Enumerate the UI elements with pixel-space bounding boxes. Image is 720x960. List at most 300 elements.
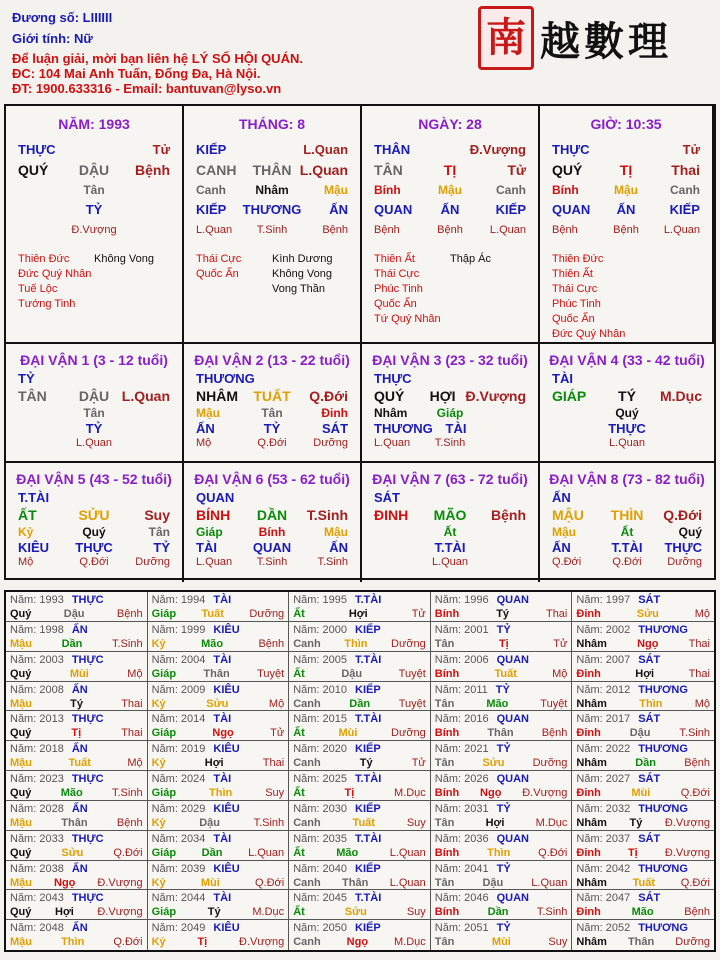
year-cell xyxy=(148,890,290,920)
year-header xyxy=(152,712,285,726)
year-phase: Mộ xyxy=(694,697,710,710)
year-cell xyxy=(6,592,148,622)
year-stem: Giáp xyxy=(151,608,177,620)
year-branch: Dần xyxy=(201,846,223,859)
year-label: Năm: 2019 xyxy=(151,743,206,756)
star-item: Kình Dương xyxy=(272,253,333,265)
dai-van-title: ĐẠI VẬN 8 (73 - 82 tuổi) xyxy=(549,471,705,487)
year-branch: Mùi xyxy=(69,667,89,680)
year-cell xyxy=(572,711,714,741)
hidden-stem-row-cell: Quý xyxy=(678,525,702,539)
ten-god-row-cell: SÁT xyxy=(374,490,400,505)
ten-god-row-cell xyxy=(602,490,652,505)
stem-branch-row-cell: DẬU xyxy=(78,388,110,404)
stem-branch-row-cell: TÂN xyxy=(374,162,403,178)
hidden-god-row-cell xyxy=(119,200,170,220)
year-detail xyxy=(435,876,568,890)
year-detail xyxy=(10,876,143,890)
year-branch: Thân xyxy=(487,727,514,740)
hidden-stem-row-cell: Bính xyxy=(258,525,286,539)
phase-row-cell xyxy=(18,436,69,451)
year-cell xyxy=(572,652,714,682)
year-stem: Quý xyxy=(10,727,32,740)
special-stars xyxy=(6,252,182,312)
year-detail xyxy=(435,607,568,621)
year-branch: Tuất xyxy=(352,816,375,829)
star-item: Quốc Ấn xyxy=(552,313,595,325)
hidden-god-row-cell xyxy=(475,540,526,555)
year-branch: Mùi xyxy=(338,727,358,740)
hidden-stem-row xyxy=(6,525,182,540)
year-stem: Kỷ xyxy=(151,757,166,770)
year-branch: Thân xyxy=(61,816,88,829)
year-detail xyxy=(152,697,285,711)
year-phase: Tử xyxy=(411,757,426,770)
year-stem: Canh xyxy=(293,816,321,829)
year-phase: Thai xyxy=(545,608,568,620)
ten-god-row-cell xyxy=(69,371,120,386)
hidden-stem-row-cell: Mậu xyxy=(552,525,576,539)
ten-god-row-cell xyxy=(247,490,298,505)
ten-god-row-cell: Đ.Vượng xyxy=(469,142,526,157)
ten-god-row-cell xyxy=(602,371,652,386)
ten-god-row xyxy=(362,371,538,386)
stem-branch-row-cell: ẤT xyxy=(18,507,37,523)
logo-text: 越數理 xyxy=(540,17,672,65)
hidden-stem-row xyxy=(362,525,538,540)
year-phase: Thai xyxy=(262,757,285,770)
year-header xyxy=(293,921,426,935)
year-phase: T.Sinh xyxy=(679,727,710,740)
year-label: Năm: 1996 xyxy=(434,594,489,606)
year-ten-god: KIÊU xyxy=(213,862,240,875)
phase-row-cell: T.Sinh xyxy=(434,437,466,449)
year-header xyxy=(10,742,143,756)
ten-god-row xyxy=(540,371,714,386)
year-cell xyxy=(431,771,573,801)
year-ten-god: THỰC xyxy=(71,594,104,606)
year-detail xyxy=(576,667,710,681)
year-stem: Kỷ xyxy=(151,816,166,829)
year-ten-god: TỶ xyxy=(496,623,511,636)
year-phase: Suy xyxy=(406,906,426,919)
year-label: Năm: 2041 xyxy=(434,862,489,875)
year-header xyxy=(152,862,285,876)
year-label: Năm: 2011 xyxy=(434,683,488,696)
year-ten-god: TỶ xyxy=(496,802,511,815)
year-label: Năm: 2052 xyxy=(576,922,631,935)
stem-branch-row-cell: TÂN xyxy=(18,388,47,404)
phase-row-cell: L.Quan xyxy=(196,556,233,568)
stem-branch-row xyxy=(362,160,538,180)
phase-row xyxy=(540,555,714,570)
year-ten-god: TÀI xyxy=(213,594,232,606)
year-label: Năm: 2015 xyxy=(293,713,347,726)
stem-branch-row-cell: Bệnh xyxy=(135,162,171,178)
hidden-god-row-cell: ẤN xyxy=(329,540,349,555)
hidden-stem-row-cell: Mậu xyxy=(324,525,349,539)
year-cell xyxy=(431,831,573,861)
ten-god-row-cell: TỶ xyxy=(18,371,35,386)
year-header xyxy=(435,802,568,816)
year-detail xyxy=(435,816,568,830)
hidden-god-row xyxy=(362,200,538,220)
year-ten-god: KIÊU xyxy=(213,802,240,815)
hidden-god-row xyxy=(6,421,182,436)
phase-row xyxy=(6,220,182,240)
phase-row-cell: L.Quan xyxy=(608,437,646,449)
dai-van-7 xyxy=(362,463,540,582)
dai-van-title: ĐẠI VẬN 7 (63 - 72 tuổi) xyxy=(372,471,528,487)
special-stars xyxy=(362,252,538,327)
year-detail xyxy=(152,905,285,919)
year-ten-god: TÀI xyxy=(213,832,232,845)
year-ten-god: KIẾP xyxy=(355,743,381,756)
year-detail xyxy=(10,697,143,711)
year-detail xyxy=(576,726,710,740)
year-header xyxy=(10,593,143,607)
year-phase: Bệnh xyxy=(116,608,143,620)
phase-row xyxy=(6,555,182,570)
year-branch: Sửu xyxy=(636,608,659,620)
year-stem: Ất xyxy=(293,906,305,919)
year-stem: Mậu xyxy=(10,936,32,949)
year-header xyxy=(10,921,143,935)
stem-branch-row-cell: T.Sinh xyxy=(306,507,349,523)
ten-god-row-cell: THÂN xyxy=(374,142,411,157)
year-phase: Dưỡng xyxy=(532,757,568,770)
year-phase: Mộ xyxy=(127,667,143,680)
phase-row-cell xyxy=(475,555,526,570)
year-branch: Thìn xyxy=(61,936,85,949)
year-cell xyxy=(148,920,290,950)
year-stem: Kỷ xyxy=(151,936,166,949)
year-detail xyxy=(10,786,143,800)
stars-right xyxy=(94,252,170,312)
year-branch: Tuất xyxy=(68,757,91,770)
year-detail xyxy=(576,637,710,651)
year-branch: Tuất xyxy=(494,667,517,680)
yearly-luck-grid xyxy=(4,590,716,952)
year-detail xyxy=(435,935,568,949)
year-label: Năm: 2032 xyxy=(576,802,631,815)
year-ten-god: THỰC xyxy=(71,832,104,845)
year-branch: Tị xyxy=(498,637,509,650)
stem-branch-row-cell: Suy xyxy=(144,507,171,523)
year-stem: Bính xyxy=(434,727,460,740)
phase-row-cell xyxy=(119,220,170,240)
year-phase: Mộ xyxy=(127,757,143,770)
stem-branch-row-cell: MÃO xyxy=(433,507,467,523)
star-item: Đức Quý Nhân xyxy=(552,328,626,340)
year-phase: Dưỡng xyxy=(675,936,710,949)
year-header xyxy=(576,742,710,756)
hidden-stem-row-cell: Mậu xyxy=(196,406,220,420)
phase-row-cell xyxy=(18,220,69,240)
year-label: Năm: 2050 xyxy=(293,922,347,935)
hidden-stem-row-cell xyxy=(652,406,702,421)
year-cell xyxy=(289,831,431,861)
stem-branch-row xyxy=(184,386,360,406)
year-label: Năm: 2040 xyxy=(293,862,347,875)
hidden-stem-row-cell: Kỷ xyxy=(18,525,34,539)
phase-row-cell: Đ.Vượng xyxy=(71,224,117,236)
ten-god-row-cell xyxy=(601,140,650,160)
year-stem: Ất xyxy=(293,846,305,859)
ten-god-row-cell xyxy=(425,490,476,505)
year-cell xyxy=(572,890,714,920)
stem-branch-row xyxy=(6,160,182,180)
hidden-god-row xyxy=(540,200,712,220)
hidden-stem-row xyxy=(362,180,538,200)
dai-van-6 xyxy=(184,463,362,582)
year-cell xyxy=(431,592,573,622)
year-cell xyxy=(148,831,290,861)
star-item: Không Vong xyxy=(94,253,154,265)
pillar-title: NĂM: 1993 xyxy=(58,116,130,132)
ten-god-row-cell: T.TÀI xyxy=(18,490,50,505)
year-label: Năm: 2025 xyxy=(293,773,347,785)
stem-branch-row-cell: Đ.Vượng xyxy=(465,388,527,404)
year-ten-god: KIÊU xyxy=(213,922,240,935)
year-detail xyxy=(10,816,143,830)
ten-god-row-cell xyxy=(475,371,526,386)
year-detail xyxy=(435,786,568,800)
pillar-title: THÁNG: 8 xyxy=(238,116,306,132)
year-label: Năm: 2001 xyxy=(434,623,489,636)
year-stem: Giáp xyxy=(151,906,177,919)
year-header xyxy=(576,623,710,637)
year-label: Năm: 1995 xyxy=(293,594,347,606)
hidden-god-row xyxy=(184,540,360,555)
contact-line: Để luận giải, mời bạn liên hệ LÝ SỐ HỘI QUÁN. xyxy=(12,51,303,66)
year-branch: Hợi xyxy=(204,757,224,770)
pillar-2 xyxy=(362,106,540,344)
stem-branch-row-cell: Thai xyxy=(671,162,700,178)
stars-left xyxy=(552,252,626,342)
year-cell xyxy=(148,711,290,741)
hidden-god-row-cell: QUAN xyxy=(552,202,591,217)
year-cell xyxy=(148,801,290,831)
ten-god-row-cell xyxy=(652,490,702,505)
year-stem: Ất xyxy=(293,787,305,799)
year-branch: Thìn xyxy=(344,637,368,650)
year-stem: Bính xyxy=(434,906,460,919)
four-pillars-chart xyxy=(4,104,716,580)
year-cell xyxy=(6,711,148,741)
year-header xyxy=(293,772,426,786)
ten-god-row xyxy=(184,371,360,386)
stem-branch-row-cell: SỬU xyxy=(78,507,110,523)
year-phase: L.Quan xyxy=(389,876,426,889)
ten-god-row-cell xyxy=(297,490,348,505)
year-cell xyxy=(572,771,714,801)
hidden-stem-row-cell: Đinh xyxy=(321,406,349,420)
hidden-god-row-cell: THỰC xyxy=(608,421,646,436)
year-branch: Tị xyxy=(71,727,82,740)
year-header xyxy=(576,832,710,846)
hidden-stem-row-cell: Canh xyxy=(196,183,226,197)
hidden-stem-row-cell xyxy=(119,180,170,200)
hidden-god-row-cell: QUAN xyxy=(374,202,413,217)
year-cell xyxy=(6,920,148,950)
stem-branch-row-cell: HỢI xyxy=(429,388,456,404)
stem-branch-row-cell: TỊ xyxy=(619,162,633,178)
star-item: Thái Cực xyxy=(196,253,242,265)
phase-row-cell: Bệnh xyxy=(613,224,639,236)
ten-god-row-cell xyxy=(247,140,298,160)
year-stem: Canh xyxy=(293,936,321,949)
year-label: Năm: 2003 xyxy=(10,653,64,666)
year-branch: Dậu xyxy=(482,876,504,889)
year-branch: Tý xyxy=(359,757,373,770)
phase-row-cell: T.Sinh xyxy=(256,556,288,568)
year-ten-god: QUAN xyxy=(496,773,529,785)
year-label: Năm: 2013 xyxy=(10,713,64,726)
year-branch: Dậu xyxy=(199,816,221,829)
year-header xyxy=(435,772,568,786)
header xyxy=(0,0,720,102)
year-detail xyxy=(576,905,710,919)
year-ten-god: T.TÀI xyxy=(355,832,382,845)
year-stem: Nhâm xyxy=(576,697,607,710)
year-label: Năm: 2037 xyxy=(576,832,631,845)
year-stem: Đinh xyxy=(576,787,601,799)
year-cell xyxy=(431,682,573,712)
year-phase: M.Dục xyxy=(535,816,568,829)
hidden-stem-row-cell: Giáp xyxy=(436,406,464,420)
year-header xyxy=(435,921,568,935)
stem-branch-row-cell: TÝ xyxy=(618,388,636,404)
phase-row-cell: L.Quan xyxy=(431,556,469,568)
hidden-god-row-cell xyxy=(374,540,425,555)
year-label: Năm: 2045 xyxy=(293,892,347,905)
phase-row-cell: L.Quan xyxy=(75,437,113,449)
year-header xyxy=(576,891,710,905)
year-stem: Quý xyxy=(10,667,32,680)
year-detail xyxy=(10,607,143,621)
ten-god-row-cell xyxy=(119,490,170,505)
year-stem: Tân xyxy=(434,757,455,770)
year-label: Năm: 2017 xyxy=(576,713,631,726)
star-item: Phúc Tinh xyxy=(552,298,601,310)
year-stem: Tân xyxy=(434,637,455,650)
hidden-stem-row xyxy=(362,406,538,421)
year-branch: Sửu xyxy=(482,757,505,770)
hidden-stem-row-cell xyxy=(475,406,526,421)
year-ten-god: THƯƠNG xyxy=(638,922,688,935)
year-detail xyxy=(10,726,143,740)
hidden-stem-row-cell: Canh xyxy=(496,183,527,197)
ten-god-row-cell: Tử xyxy=(152,142,171,157)
year-phase: Suy xyxy=(548,936,568,949)
phase-row-cell: T.Sinh xyxy=(317,556,349,568)
year-branch: Dần xyxy=(635,757,657,770)
year-phase: Thai xyxy=(121,727,143,740)
hidden-god-row-cell: ẤN xyxy=(196,421,215,436)
year-cell xyxy=(148,622,290,652)
year-branch: Tị xyxy=(344,787,355,799)
year-branch: Mão xyxy=(60,787,83,799)
ten-god-row-cell xyxy=(119,371,170,386)
year-stem: Quý xyxy=(10,787,32,799)
year-stem: Tân xyxy=(434,876,455,889)
year-phase: Tử xyxy=(553,637,568,650)
year-stem: Quý xyxy=(10,608,32,620)
year-label: Năm: 2030 xyxy=(293,802,347,815)
year-label: Năm: 2009 xyxy=(151,683,206,696)
year-detail xyxy=(293,816,426,830)
year-cell xyxy=(431,890,573,920)
hidden-god-row-cell: ẤN xyxy=(616,202,636,217)
hidden-god-row xyxy=(6,540,182,555)
year-cell xyxy=(572,592,714,622)
gender: Giới tính: Nữ xyxy=(12,31,93,46)
year-label: Năm: 2002 xyxy=(576,623,631,636)
year-detail xyxy=(435,846,568,860)
hidden-stem-row xyxy=(184,406,360,421)
dai-van-5 xyxy=(6,463,184,582)
star-item: Không Vong xyxy=(272,268,332,280)
year-stem: Mậu xyxy=(10,697,32,710)
year-phase: Q.Đới xyxy=(254,876,285,889)
year-ten-god: SÁT xyxy=(638,653,661,666)
phase-row-cell xyxy=(475,436,526,451)
hidden-stem-row xyxy=(540,525,714,540)
year-stem: Đinh xyxy=(576,667,601,680)
year-ten-god: ẤN xyxy=(71,862,88,875)
hidden-stem-row-cell: Mậu xyxy=(613,183,638,197)
pillar-3 xyxy=(540,106,714,344)
year-phase: T.Sinh xyxy=(536,906,568,919)
year-branch: Tý xyxy=(207,906,221,919)
year-stem: Ất xyxy=(293,608,305,620)
year-cell xyxy=(6,831,148,861)
year-stem: Canh xyxy=(293,637,321,650)
year-header xyxy=(293,832,426,846)
year-cell xyxy=(431,741,573,771)
year-stem: Mậu xyxy=(10,637,32,650)
hidden-god-row-cell: ẤN xyxy=(440,202,460,217)
hidden-god-row-cell: KIÊU xyxy=(18,540,50,555)
year-phase: Tử xyxy=(411,608,426,620)
hidden-stem-row-cell: Tân xyxy=(83,406,105,420)
year-stem: Canh xyxy=(293,876,321,889)
year-detail xyxy=(576,935,710,949)
hidden-stem-row xyxy=(184,525,360,540)
year-detail xyxy=(576,786,710,800)
pillar-0 xyxy=(6,106,184,344)
year-phase: Dưỡng xyxy=(391,637,426,650)
year-label: Năm: 2038 xyxy=(10,862,64,875)
stars-right xyxy=(626,252,700,342)
year-detail xyxy=(152,637,285,651)
year-detail xyxy=(293,637,426,651)
stem-branch-row xyxy=(184,160,360,180)
year-label: Năm: 2035 xyxy=(293,832,347,845)
star-item: Vong Thần xyxy=(272,283,326,295)
hidden-god-row xyxy=(6,200,182,220)
stem-branch-row-cell: DẦN xyxy=(256,507,288,523)
ten-god-row-cell: L.Quan xyxy=(303,142,349,157)
logo-seal: 南 xyxy=(478,6,534,70)
hidden-stem-row-cell: Mậu xyxy=(438,183,462,197)
year-header xyxy=(293,862,426,876)
year-branch: Sửu xyxy=(206,697,229,710)
stem-branch-row-cell: TUẤT xyxy=(253,388,291,404)
ten-god-row xyxy=(184,490,360,505)
ten-god-row-cell xyxy=(425,371,476,386)
